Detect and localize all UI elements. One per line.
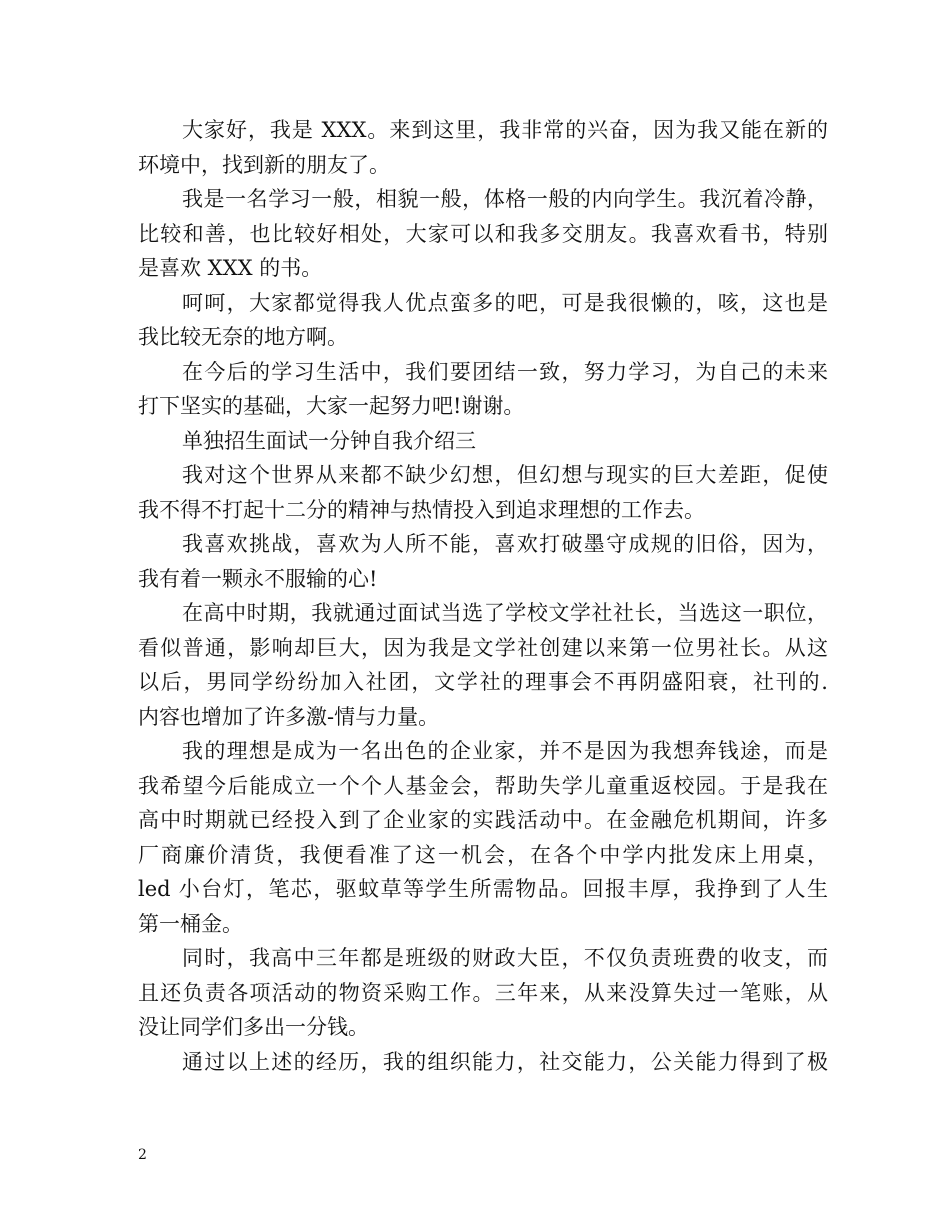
text-line: 我的理想是成为一名出色的企业家，并不是因为我想奔钱途，而是 xyxy=(182,739,828,763)
text-line: 在今后的学习生活中，我们要团结一致，努力学习，为自己的未来 xyxy=(182,359,828,384)
text-line: 在高中时期，我就通过面试当选了学校文学社社长，当选这一职位， xyxy=(182,601,828,625)
text-line: led 小台灯，笔芯，驱蚊草等学生所需物品。回报丰厚，我挣到了人生 xyxy=(138,877,828,901)
text-line: 比较和善，也比较好相处，大家可以和我多交朋友。我喜欢看书，特别 xyxy=(138,221,828,246)
text-line: 我有着一颗永不服输的心! xyxy=(138,566,378,591)
text-line: 我对这个世界从来都不缺少幻想，但幻想与现实的巨大差距，促使 xyxy=(182,463,828,487)
page-number: 2 xyxy=(138,1147,147,1163)
text-line: 看似普通，影响却巨大，因为我是文学社创建以来第一位男社长。从这 xyxy=(138,635,828,660)
text-line: 通过以上述的经历，我的组织能力，社交能力，公关能力得到了极 xyxy=(182,1049,828,1074)
text-line: 我喜欢挑战，喜欢为人所不能，喜欢打破墨守成规的旧俗，因为， xyxy=(182,532,828,556)
text-line: 且还负责各项活动的物资采购工作。三年来，从来没算失过一笔账，从 xyxy=(138,980,828,1005)
paragraph-1 xyxy=(138,113,828,182)
text-line: 打下坚实的基础，大家一起努力吧!谢谢。 xyxy=(138,394,525,418)
text-line: 高中时期就已经投入到了企业家的实践活动中。在金融危机期间，许多 xyxy=(138,808,828,832)
text-line: 以后，男同学纷纷加入社团，文学社的理事会不再阴盛阳衰，社刊的. xyxy=(138,670,828,694)
text-line: 同时，我高中三年都是班级的财政大臣，不仅负责班费的收支，而 xyxy=(182,946,828,970)
paragraph-10 xyxy=(138,941,828,1045)
text-line: 我比较无奈的地方啊。 xyxy=(138,325,348,349)
text-line: 我是一名学习一般，相貌一般，体格一般的内向学生。我沉着冷静， xyxy=(182,187,828,211)
paragraph-7 xyxy=(138,527,828,596)
document-body xyxy=(138,113,828,1079)
text-line: 内容也增加了许多激-情与力量。 xyxy=(138,704,440,729)
paragraph-6 xyxy=(138,458,828,527)
text-line: 厂商廉价清货，我便看准了这一机会，在各个中学内批发床上用桌， xyxy=(138,842,828,867)
text-line: 没让同学们多出一分钱。 xyxy=(138,1015,369,1039)
text-line: 我不得不打起十二分的精神与热情投入到追求理想的工作去。 xyxy=(138,497,705,522)
paragraph-4 xyxy=(138,355,828,424)
text-line: 环境中，找到新的朋友了。 xyxy=(138,152,390,177)
text-line: 大家好，我是 XXX。来到这里，我非常的兴奋，因为我又能在新的 xyxy=(182,118,828,142)
paragraph-8 xyxy=(138,596,828,734)
section-heading xyxy=(138,424,828,459)
text-line: 呵呵，大家都觉得我人优点蛮多的吧，可是我很懒的，咳，这也是 xyxy=(182,290,828,315)
paragraph-9 xyxy=(138,734,828,941)
paragraph-2 xyxy=(138,182,828,286)
text-line: 我希望今后能成立一个个人基金会，帮助失学儿童重返校园。于是我在 xyxy=(138,773,828,798)
paragraph-3 xyxy=(138,286,828,355)
text-line: 是喜欢 XXX 的书。 xyxy=(138,256,323,280)
section-heading-text: 单独招生面试一分钟自我介绍三 xyxy=(182,428,476,453)
text-line: 第一桶金。 xyxy=(138,911,243,936)
paragraph-11 xyxy=(138,1045,828,1080)
